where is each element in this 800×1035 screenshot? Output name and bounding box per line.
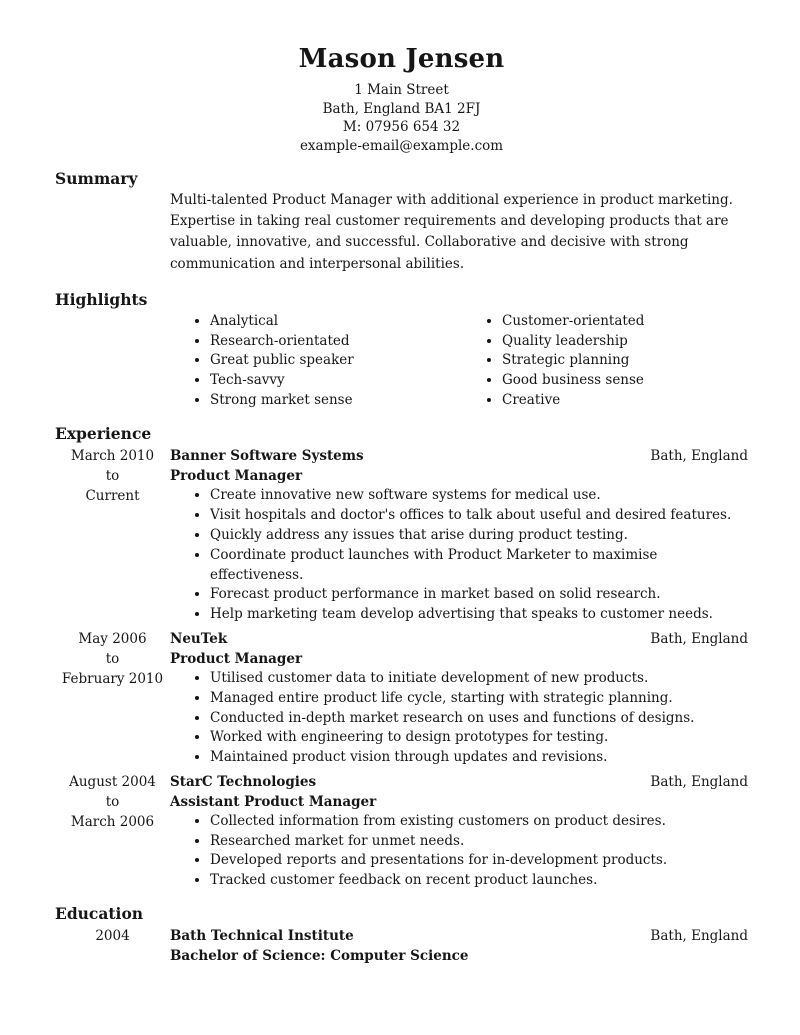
job-bullet-list — [170, 812, 748, 891]
highlights-column-1 — [170, 312, 462, 411]
job-bullet: • Conducted in-depth market research on uses and functions of designs. — [210, 709, 748, 729]
job-bullet: • Help marketing team develop advertising that speaks to customer needs. — [210, 605, 748, 625]
education-degree: Bachelor of Science: Computer Science — [170, 948, 469, 965]
job-date-separator: to — [105, 793, 120, 810]
highlight-item: • Analytical — [210, 312, 462, 332]
highlight-item: • Strong market sense — [210, 391, 462, 411]
job-title: Product Manager — [170, 468, 303, 485]
education-school-row — [170, 926, 748, 946]
job-company: NeuTek — [170, 630, 228, 647]
experience-entry-banner — [55, 445, 748, 625]
job-bullet: • Developed reports and presentations for in-development products. — [210, 851, 748, 871]
job-bullet: • Worked with engineering to design prototypes for testing. — [210, 728, 748, 748]
experience-heading: Experience — [55, 424, 152, 444]
highlight-item: • Quality leadership — [502, 332, 644, 352]
experience-entry-neutek — [55, 628, 748, 768]
education-school: Bath Technical Institute — [170, 928, 354, 945]
education-entry — [55, 925, 748, 966]
highlights-heading: Highlights — [55, 289, 148, 309]
job-date-start: May 2006 — [78, 630, 147, 647]
job-date-range — [55, 445, 170, 625]
job-bullet-list — [170, 486, 748, 625]
job-date-end: March 2006 — [70, 813, 155, 830]
job-location: Bath, England — [650, 630, 748, 647]
highlight-item: • Good business sense — [502, 371, 644, 391]
job-bullet: • Managed entire product life cycle, starting with strategic planning. — [210, 689, 748, 709]
education-heading: Education — [55, 904, 144, 924]
job-date-range — [55, 771, 170, 891]
highlight-item: • Customer-orientated — [502, 312, 644, 332]
job-company: Banner Software Systems — [170, 448, 364, 465]
job-bullet: • Create innovative new software systems for medical use. — [210, 486, 748, 506]
job-company-row — [170, 629, 748, 649]
job-bullet-list — [170, 669, 748, 768]
education-details — [170, 925, 748, 966]
job-bullet: • Researched market for unmet needs. — [210, 832, 748, 852]
experience-section — [55, 424, 748, 891]
summary-heading: Summary — [55, 169, 138, 188]
highlights-section — [55, 290, 748, 411]
job-bullet: • Maintained product vision through updates and revisions. — [210, 748, 748, 768]
highlights-column-2 — [462, 312, 644, 411]
highlight-item: • Strategic planning — [502, 351, 644, 371]
summary-text: Multi-talented Product Manager with additional experience in product marketing. Expertise in taking real customer requirements and developing products that are valuable, innovative, and successful. Collaborative and decisive with strong communication and interpersonal abilities. — [170, 192, 733, 272]
highlight-item: • Great public speaker — [210, 351, 462, 371]
job-date-start: August 2004 — [69, 773, 156, 790]
job-bullet: • Forecast product performance in market based on solid research. — [210, 585, 748, 605]
candidate-name: Mason Jensen — [298, 44, 505, 74]
job-date-start: March 2010 — [70, 448, 155, 465]
highlights-columns — [170, 312, 748, 411]
job-date-end: Current — [85, 488, 140, 505]
address-street: 1 Main Street — [354, 82, 449, 98]
job-bullet: • Quickly address any issues that arise during product testing. — [210, 526, 748, 546]
job-bullet: • Tracked customer feedback on recent product launches. — [210, 871, 748, 891]
job-company-row — [170, 772, 748, 792]
highlight-item: • Creative — [502, 391, 644, 411]
resume-header — [55, 44, 748, 155]
job-company-row — [170, 446, 748, 466]
education-location: Bath, England — [650, 928, 748, 945]
phone-number: M: 07956 654 32 — [342, 119, 461, 135]
highlight-item: • Tech-savvy — [210, 371, 462, 391]
highlight-item: • Research-orientated — [210, 332, 462, 352]
education-year: 2004 — [95, 928, 130, 945]
education-section — [55, 904, 748, 966]
job-date-range — [55, 628, 170, 768]
job-location: Bath, England — [650, 773, 748, 790]
address-city: Bath, England BA1 2FJ — [322, 100, 481, 117]
job-location: Bath, England — [650, 448, 748, 465]
job-bullet: • Visit hospitals and doctor's offices to talk about useful and desired features. — [210, 506, 748, 526]
job-details — [170, 628, 748, 768]
job-bullet: • Collected information from existing customers on product desires. — [210, 812, 748, 832]
experience-entry-starc — [55, 771, 748, 891]
job-date-separator: to — [105, 650, 120, 667]
job-bullet: • Utilised customer data to initiate development of new products. — [210, 669, 748, 689]
job-title: Assistant Product Manager — [170, 793, 377, 810]
job-date-end: February 2010 — [61, 670, 164, 687]
job-date-separator: to — [105, 468, 120, 485]
job-bullet: • Coordinate product launches with Product Marketer to maximise effectiveness. — [210, 546, 748, 586]
job-details — [170, 771, 748, 891]
job-details — [170, 445, 748, 625]
summary-section — [55, 169, 748, 275]
email-address: example-email@example.com — [299, 137, 504, 154]
job-company: StarC Technologies — [170, 773, 317, 790]
job-title: Product Manager — [170, 650, 303, 667]
